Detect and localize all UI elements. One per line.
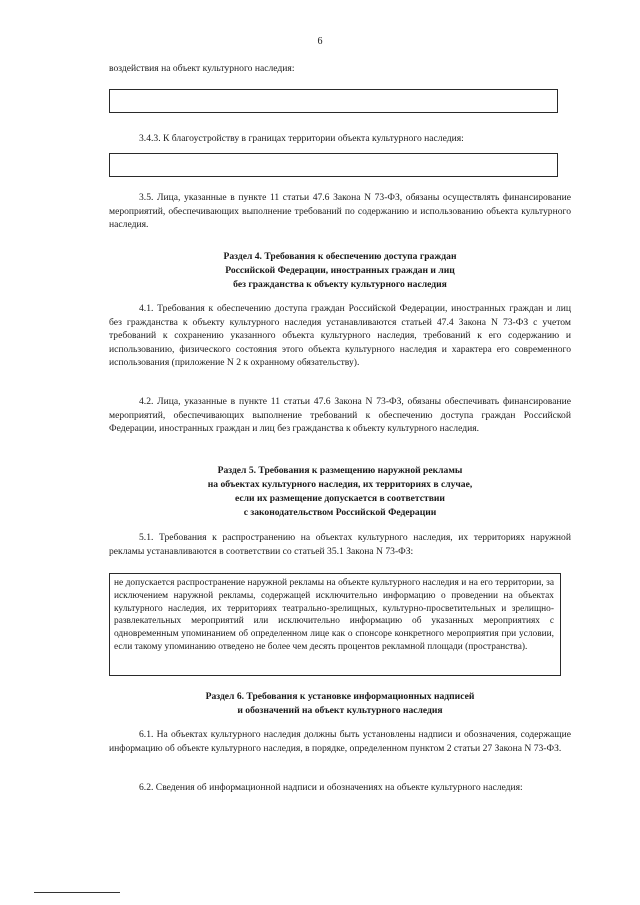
paragraph-3-5: 3.5. Лица, указанные в пункте 11 статьи 47.6 Закона N 73-ФЗ, обязаны осуществлять финансирование мероприятий, обеспечивающих выполнение требований по содержанию и использованию объекта культурного наследия. bbox=[109, 192, 571, 231]
empty-field-landscaping[interactable] bbox=[109, 153, 558, 177]
advertising-requirements-text: не допускается распространение наружной рекламы на объекте культурного наследия и на его территории, за исключением наружной рекламы, содержащей исключительно информацию о проведении на объектах культурного наследия, их территориях театрально-зрелищных, культурно-просветительных и зрелищно-развлекательных мероприятий или исключительно информацию об указанных мероприятиях с одновременным упоминанием об определенном лице как о спонсоре конкретного мероприятия при условии, если такому упоминанию отведено не более чем десять процентов рекламной площади (пространства). bbox=[114, 578, 554, 652]
page-number: 6 bbox=[317, 36, 323, 47]
section-4-title-line-2: Российской Федерации, иностранных граждан и лиц bbox=[225, 265, 455, 276]
paragraph-4-1: 4.1. Требования к обеспечению доступа граждан Российской Федерации, иностранных граждан и лиц без гражданства к объекту культурного наследия устанавливаются статьей 47.4 Закона N 73-ФЗ с учетом требований к сохранению указанного объекта культурного наследия, требований к его содержанию и использованию, физического состояния этого объекта культурного наследия и характера его современного использования (приложение N 2 к охранному обязательству). bbox=[109, 303, 571, 369]
paragraph-6-2: 6.2. Сведения об информационной надписи и обозначениях на объекте культурного наследия: bbox=[139, 782, 523, 793]
section-5-title-line-1: Раздел 5. Требования к размещению наружной рекламы bbox=[217, 465, 463, 476]
section-6-title-line-2: и обозначений на объект культурного наследия bbox=[237, 705, 443, 716]
paragraph-6-1: 6.1. На объектах культурного наследия должны быть установлены надписи и обозначения, содержащие информацию об объекте культурного наследия, в порядке, определенном пунктом 2 статьи 27 Закона N 73-ФЗ. bbox=[109, 729, 571, 754]
paragraph-5-1: 5.1. Требования к распространению на объектах культурного наследия, их территориях наружной рекламы устанавливаются в соответствии со статьей 35.1 Закона N 73-ФЗ: bbox=[109, 532, 571, 557]
section-5-title-line-4: с законодательством Российской Федерации bbox=[243, 507, 437, 518]
footnote-separator-line bbox=[34, 892, 120, 893]
section-5-title-line-2: на объектах культурного наследия, их территориях в случае, bbox=[207, 479, 473, 490]
paragraph-3-4-3: 3.4.3. К благоустройству в границах территории объекта культурного наследия: bbox=[139, 133, 464, 144]
section-4-title-line-3: без гражданства к объекту культурного наследия bbox=[233, 279, 447, 290]
section-4-title-line-1: Раздел 4. Требования к обеспечению доступа граждан bbox=[223, 251, 457, 262]
paragraph-4-2: 4.2. Лица, указанные в пункте 11 статьи 47.6 Закона N 73-ФЗ, обязаны обеспечивать финансирование мероприятий, обеспечивающих выполнение требований к обеспечению доступа граждан Российской Федерации, иностранных граждан и лиц без гражданства к объекту культурного наследия. bbox=[109, 396, 571, 435]
section-6-title-line-1: Раздел 6. Требования к установке информационных надписей bbox=[205, 691, 475, 702]
empty-field-impact[interactable] bbox=[109, 89, 558, 113]
section-5-title-line-3: если их размещение допускается в соответствии bbox=[235, 493, 445, 504]
intro-line: воздействия на объект культурного наследия: bbox=[109, 63, 295, 74]
